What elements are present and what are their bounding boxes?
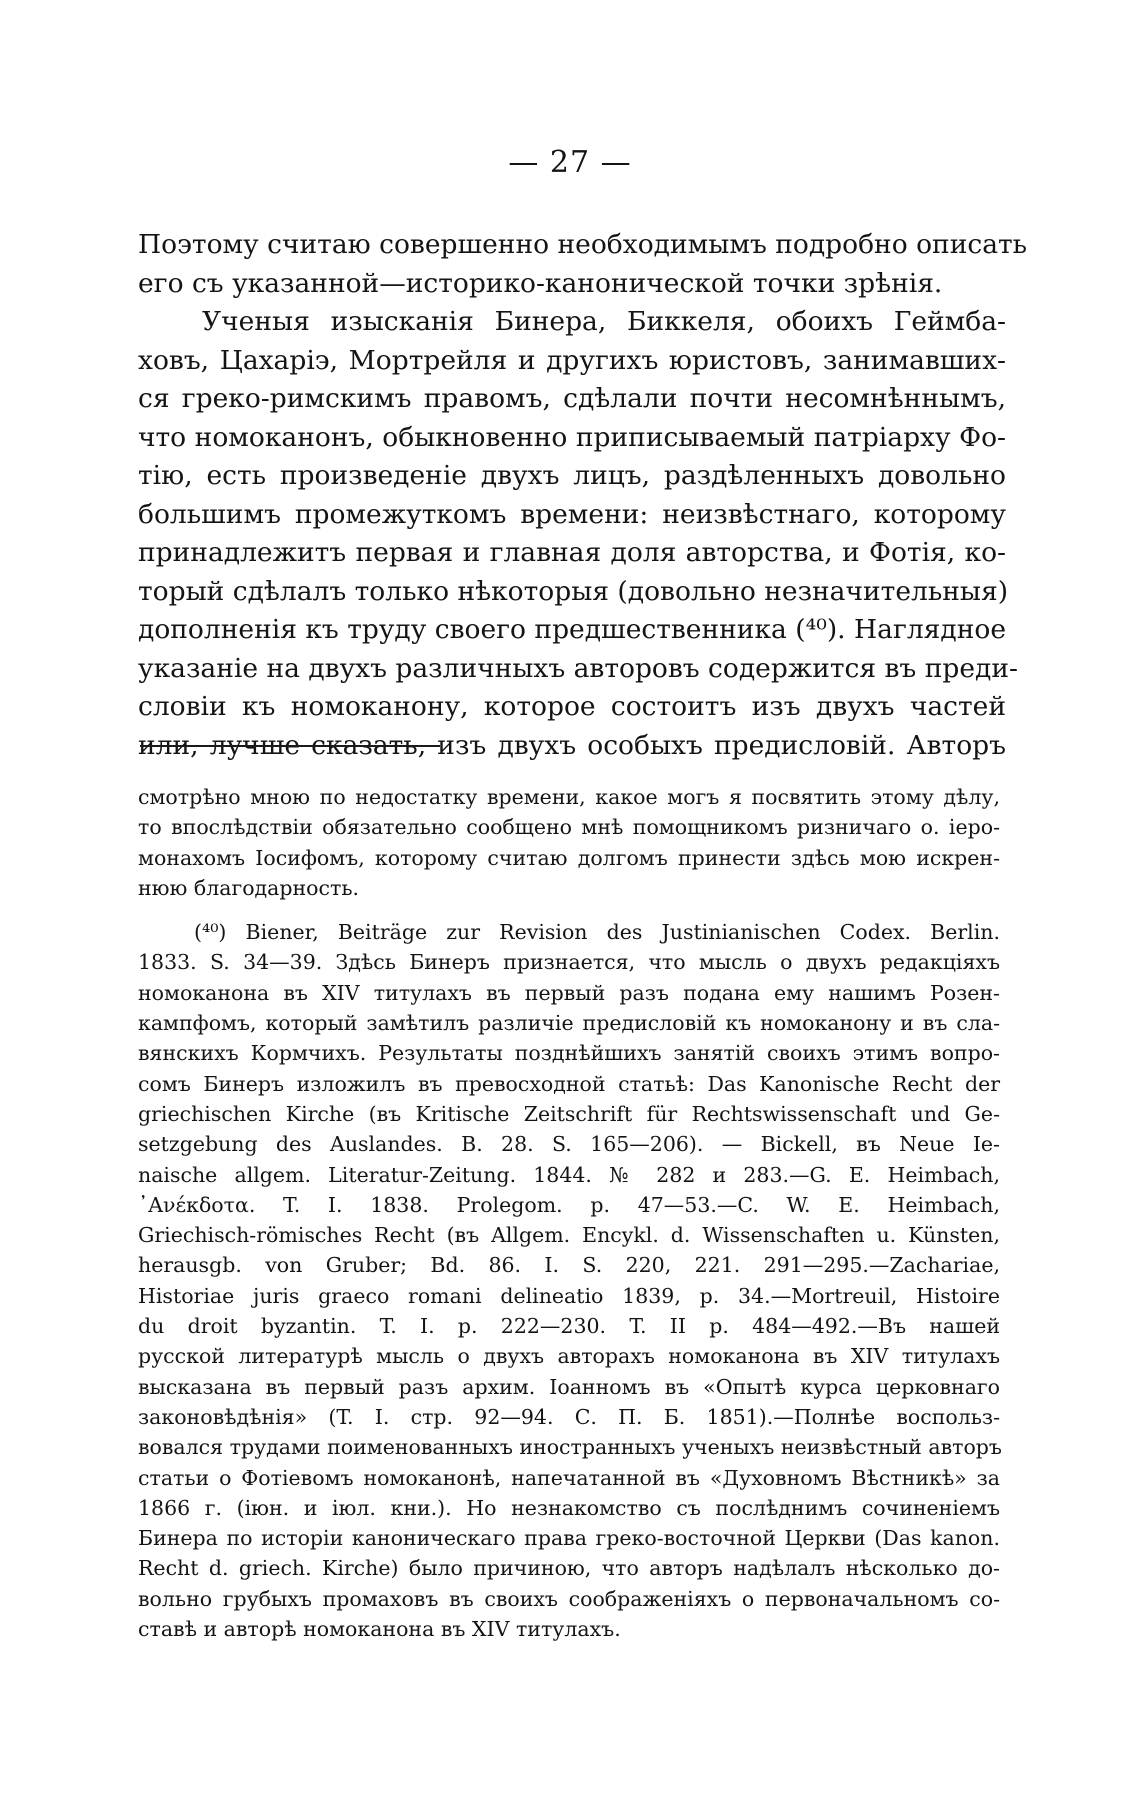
page-number: — 27 — [508, 145, 632, 180]
main-line: указаніе на двухъ различныхъ авторовъ содержится въ преди- [138, 652, 1018, 684]
footnote-separator [140, 745, 440, 747]
main-line: торый сдѣлалъ только нѣкоторыя (довольно незначительныя) [138, 575, 1009, 607]
main-line: ся греко-римскимъ правомъ, сдѣлали почти несомнѣннымъ, [138, 383, 1006, 414]
footnote-line: вольно грубыхъ промаховъ въ своихъ соображеніяхъ о первоначальномъ со- [138, 1586, 1000, 1611]
footnote-line: 1866 г. (іюн. и іюл. кни.). Но незнакомство съ послѣднимъ сочиненіемъ [138, 1495, 1000, 1520]
main-line: тію, есть произведеніе двухъ лицъ, раздѣленныхъ довольно [138, 460, 1006, 491]
main-line: большимъ промежуткомъ времени: неизвѣстнаго, которому [138, 498, 1006, 530]
footnote-line: вянскихъ Кормчихъ. Результаты позднѣйшихъ занятій своихъ этимъ вопро- [138, 1041, 1000, 1066]
footnote-line: Historiae juris graeco romani delineatio 1839, p. 34.—Mortreuil, Histoire [138, 1283, 1000, 1308]
footnote-line: монахомъ Іосифомъ, которому считаю долгомъ принести здѣсь мою искрен- [138, 845, 1000, 870]
footnote-line: русской литературѣ мысль о двухъ авторахъ номоканона въ XIV титулахъ [138, 1344, 1000, 1369]
footnote-line: griechischen Kirche (въ Kritische Zeitschrift für Rechtswissenschaft und Ge- [138, 1101, 1000, 1126]
footnote-line: кампфомъ, который замѣтилъ различіе предисловій къ номоканону и въ сла- [138, 1011, 1000, 1036]
footnote-line: смотрѣно мною по недостатку времени, какое могъ я посвятить этому дѣлу, [138, 785, 1000, 809]
footnote-line: нюю благодарность. [138, 875, 360, 900]
main-line: словіи къ номоканону, которое состоитъ изъ двухъ частей [138, 691, 1006, 722]
footnote-line: номоканона въ XIV титулахъ въ первый разъ подана ему нашимъ Розен- [138, 980, 1000, 1005]
footnote-line: setzgebung des Auslandes. B. 28. S. 165—206). — Bickell, въ Neue Ie- [138, 1132, 1000, 1157]
footnote-line: статьи о Фотіевомъ номоканонѣ, напечатанной въ «Духовномъ Вѣстникѣ» за [138, 1465, 1000, 1490]
main-line: его съ указанной—историко-канонической точки зрѣнія. [138, 267, 943, 299]
footnote-line: ставѣ и авторѣ номоканона въ XIV титулахъ. [138, 1617, 621, 1642]
footnote-continuation [138, 782, 1000, 903]
main-line: ховъ, Цахаріэ, Мортрейля и другихъ юристовъ, занимавших- [138, 344, 1006, 376]
footnote-line: Griechisch-römisches Recht (въ Allgem. Encykl. d. Wissenschaften u. Künsten, [138, 1223, 1000, 1248]
footnote-line: Бинера по исторіи каноническаго права греко-восточной Церкви (Das kanon. [138, 1526, 1000, 1551]
main-line: что номоканонъ, обыкновенно приписываемый патріарху Фо- [138, 421, 1006, 453]
main-line: Ученыя изысканія Бинера, Биккеля, обоихъ Геймба- [202, 306, 1006, 337]
footnote-line: naische allgem. Literatur-Zeitung. 1844. № 282 и 283.—G. E. Heimbach, [138, 1162, 1000, 1187]
main-line: или, лучше сказать, изъ двухъ особыхъ предисловій. Авторъ [138, 729, 1006, 761]
main-line: принадлежитъ первая и главная доля авторства, и Фотія, ко- [138, 537, 1006, 568]
footnote-line: (⁴⁰) Biener, Beiträge zur Revision des Justinianischen Codex. Berlin. [194, 920, 1000, 945]
footnote-line: законовѣдѣнія» (T. I. стр. 92—94. С. П. Б. 1851).—Полнѣе воспольз- [138, 1404, 1000, 1429]
footnote-line: ᾿Ανέκδοτα. T. I. 1838. Prolegom. p. 47—53.—C. W. E. Heimbach, [138, 1192, 1000, 1217]
main-line: дополненія къ труду своего предшественника (⁴⁰). Наглядное [138, 614, 1006, 645]
footnote-line: высказана въ первый разъ архим. Іоанномъ въ «Опытѣ курса церковнаго [138, 1374, 1000, 1399]
main-line: Поэтому считаю совершенно необходимымъ подробно описать [138, 229, 1028, 260]
footnote-line: то впослѣдствіи обязательно сообщено мнѣ помощникомъ ризничаго о. іеро- [138, 815, 1000, 840]
footnote-line: Recht d. griech. Kirche) было причиною, что авторъ надѣлалъ нѣсколько до- [138, 1556, 1000, 1581]
footnote-line: 1833. S. 34—39. Здѣсь Бинеръ признается, что мысль о двухъ редакціяхъ [138, 950, 1000, 975]
footnotes-block [138, 782, 1000, 1644]
footnote-line: вовался трудами поименованныхъ иностранныхъ ученыхъ неизвѣстный авторъ [138, 1435, 1002, 1460]
footnote-line: du droit byzantin. T. I. p. 222—230. T. II p. 484—492.—Въ нашей [138, 1314, 1000, 1339]
footnote-line: herausgb. von Gruber; Bd. 86. I. S. 220, 221. 291—295.—Zachariae, [138, 1253, 1000, 1278]
footnote-40 [138, 917, 1000, 1644]
main-text-block [138, 226, 1028, 765]
footnote-line: сомъ Бинеръ изложилъ въ превосходной статьѣ: Das Kanonische Recht der [138, 1071, 1000, 1096]
